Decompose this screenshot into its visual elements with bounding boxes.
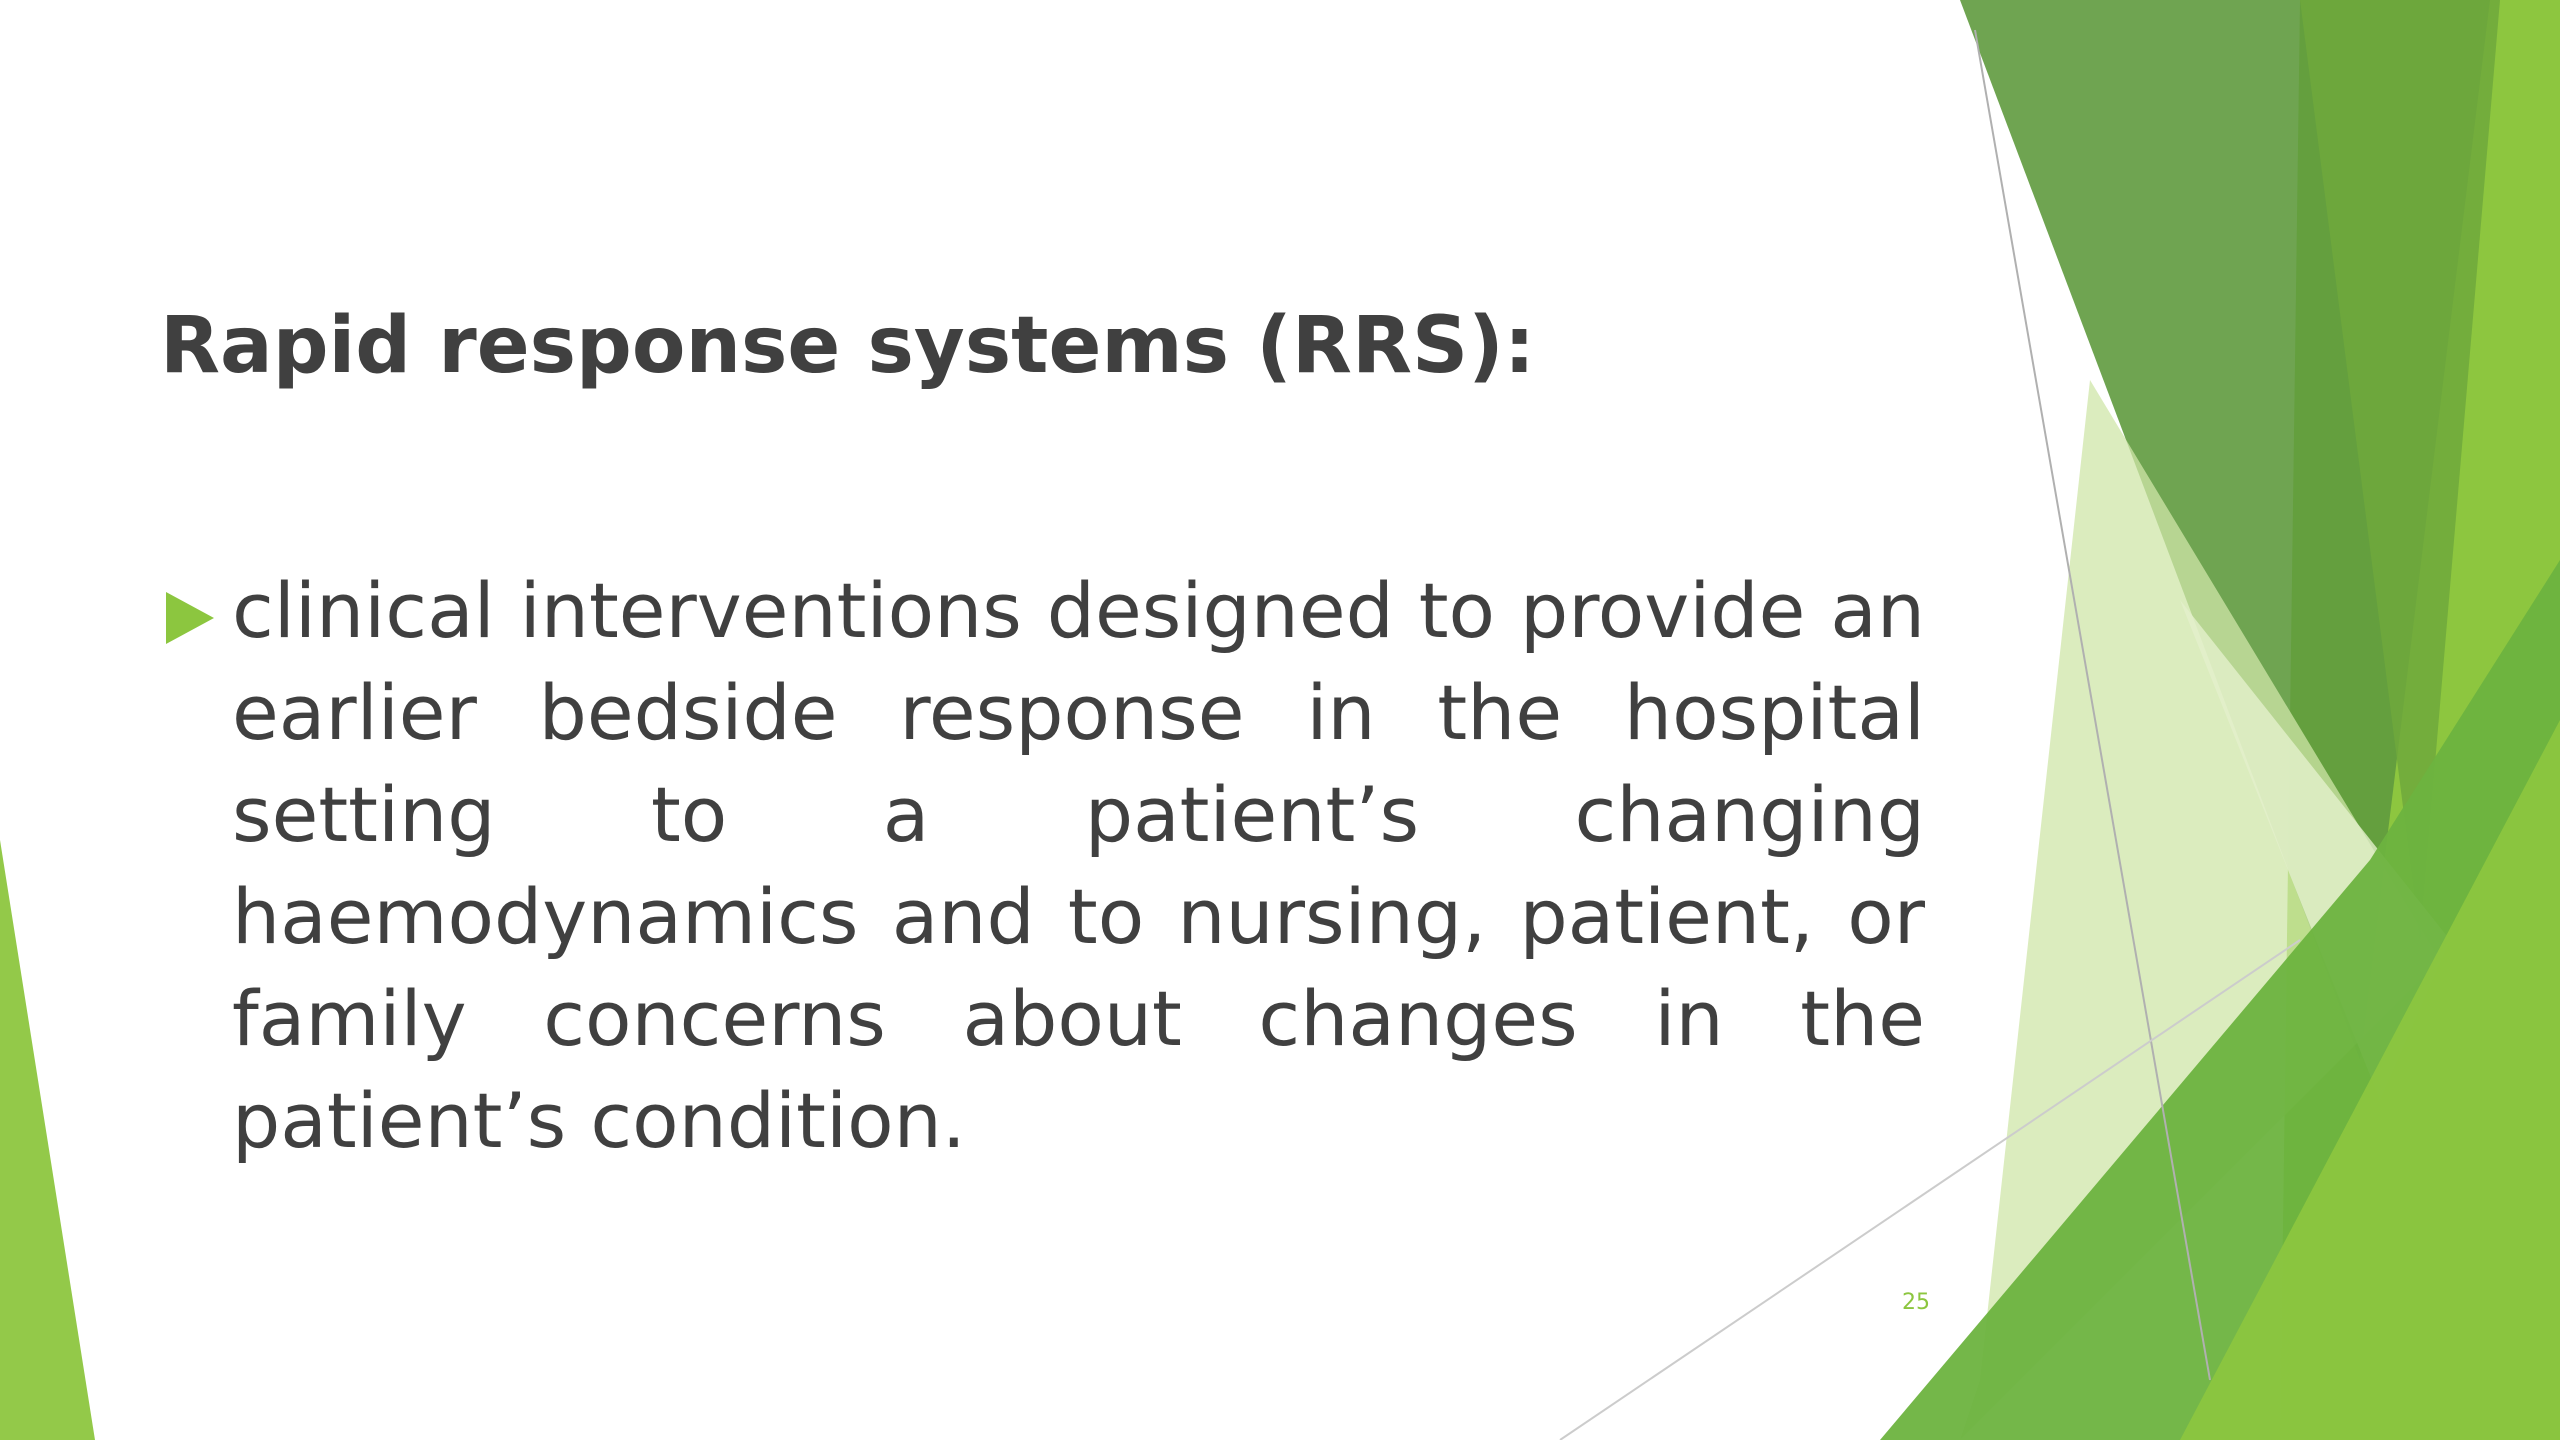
bullet-item bbox=[160, 560, 1925, 1172]
triangle-bullet-icon bbox=[166, 592, 214, 644]
bullet-text: clinical interventions designed to provide an earlier bedside response in the hospital setting to a patient’s changing haemodynamics and to nursing, patient, or family concerns about changes in the patient’s condition. bbox=[232, 566, 1925, 1165]
left-green-sliver bbox=[0, 840, 95, 1440]
page-number: 25 bbox=[1902, 1290, 1930, 1315]
slide-title: Rapid response systems (RRS): bbox=[160, 301, 1536, 391]
bullet-list bbox=[160, 560, 1925, 1172]
